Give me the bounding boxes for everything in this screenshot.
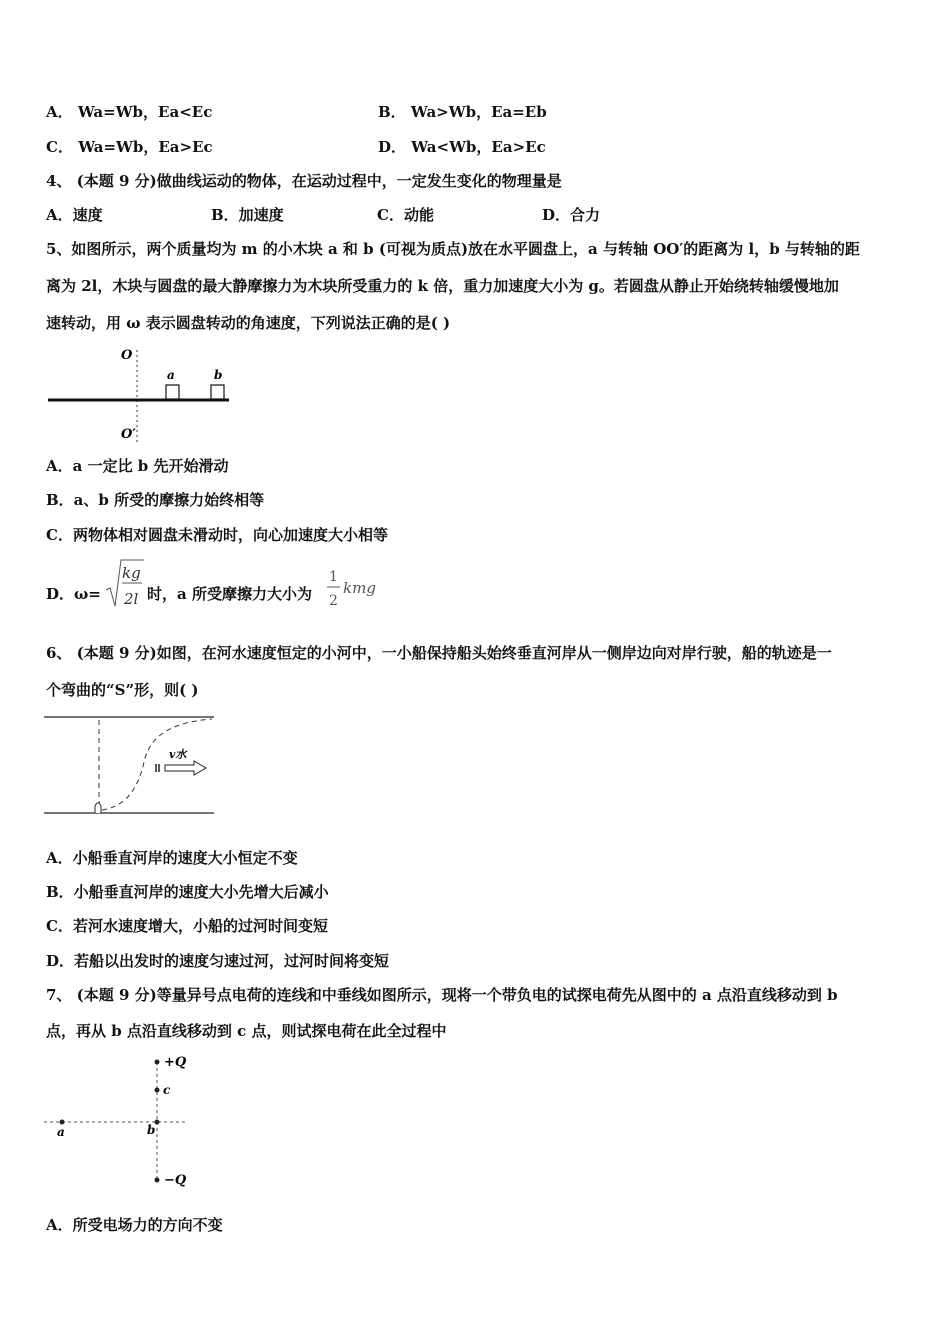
q5-option-d[interactable]: D．ω= bbox=[46, 585, 101, 603]
q5-label-O: O bbox=[121, 348, 133, 363]
q5-stem-line3: 速转动，用 ω 表示圆盘转动的角速度，下列说法正确的是( ) bbox=[46, 314, 451, 332]
q3-option-a-text: Wa=Wb，Ea<Ec bbox=[77, 103, 213, 121]
q7-option-a[interactable]: A．所受电场力的方向不变 bbox=[46, 1216, 223, 1234]
q5-block-b bbox=[211, 385, 224, 399]
q3-option-b-text: Wa>Wb，Ea=Eb bbox=[410, 103, 547, 121]
q5-label-a: a bbox=[167, 368, 175, 382]
q5-fraction-den: 2 bbox=[329, 593, 338, 609]
q5-stem-line1: 5、如图所示，两个质量均为 m 的小木块 a 和 b (可视为质点)放在水平圆盘上，a 与转轴 OO′的距离为 l，b 与转轴的距 bbox=[46, 240, 860, 258]
q5-option-d-sqrt bbox=[104, 558, 146, 610]
q6-boat-icon bbox=[95, 803, 101, 813]
q5-stem-line2: 离为 2l，木块与圆盘的最大静摩擦力为木块所受重力的 k 倍，重力加速度大小为 g。若圆盘从静止开始绕转轴缓慢地加 bbox=[46, 277, 839, 295]
q5-sqrt-numerator: kg bbox=[122, 564, 141, 582]
q6-stem-line1: 6、 (本题 9 分)如图，在河水速度恒定的小河中，一小船保持船头始终垂直河岸从一侧岸边向对岸行驶，船的轨迹是一 bbox=[46, 644, 832, 662]
q7-point-c bbox=[155, 1088, 160, 1093]
q7-label-a: a bbox=[57, 1125, 65, 1139]
q4-option-a[interactable]: A．速度 bbox=[46, 206, 103, 224]
q7-plus-charge bbox=[155, 1060, 160, 1065]
q5-option-c[interactable]: C．两物体相对圆盘未滑动时，向心加速度大小相等 bbox=[46, 526, 388, 544]
q3-option-c[interactable]: C． Wa=Wb，Ea>Ec bbox=[46, 138, 213, 156]
q5-disk-figure bbox=[46, 342, 236, 447]
q7-charge-figure bbox=[44, 1050, 204, 1192]
q7-stem-line2: 点，再从 b 点沿直线移动到 c 点，则试探电荷在此全过程中 bbox=[46, 1022, 447, 1040]
q6-stem-line2: 个弯曲的“S”形，则( ) bbox=[46, 681, 199, 699]
q6-option-d[interactable]: D．若船以出发时的速度匀速过河，过河时间将变短 bbox=[46, 952, 390, 970]
q6-river-figure bbox=[44, 712, 216, 818]
q3-option-a[interactable]: A． Wa=Wb，Ea<Ec bbox=[46, 103, 213, 121]
q7-label-b: b bbox=[147, 1123, 156, 1137]
q4-stem: 4、 (本题 9 分)做曲线运动的物体，在运动过程中，一定发生变化的物理量是 bbox=[46, 172, 562, 190]
q4-option-d[interactable]: D．合力 bbox=[542, 206, 601, 224]
q6-option-c[interactable]: C．若河水速度增大，小船的过河时间变短 bbox=[46, 917, 328, 935]
q5-option-b[interactable]: B．a、b 所受的摩擦力始终相等 bbox=[46, 491, 265, 509]
q6-label-v: v水 bbox=[169, 748, 187, 761]
q5-block-a bbox=[166, 385, 179, 399]
q4-option-b[interactable]: B．加速度 bbox=[211, 206, 284, 224]
q5-kmg: kmg bbox=[343, 579, 376, 597]
q5-option-d-mid: 时，a 所受摩擦力大小为 bbox=[147, 585, 312, 603]
q7-label-c: c bbox=[163, 1083, 171, 1097]
q7-label-plus-Q: +Q bbox=[164, 1055, 187, 1070]
q6-velocity-arrow-icon bbox=[165, 761, 206, 775]
q4-option-c[interactable]: C．动能 bbox=[377, 206, 434, 224]
q3-option-b[interactable]: B． Wa>Wb，Ea=Eb bbox=[378, 103, 547, 121]
q5-option-d-fraction bbox=[326, 565, 378, 613]
q5-label-O-prime: O′ bbox=[121, 427, 136, 442]
q7-stem-line1: 7、 (本题 9 分)等量异号点电荷的连线和中垂线如图所示，现将一个带负电的试探电荷先从图中的 a 点沿直线移动到 b bbox=[46, 986, 838, 1004]
q3-option-d-text: Wa<Wb，Ea>Ec bbox=[411, 138, 546, 156]
q7-minus-charge bbox=[155, 1178, 160, 1183]
q5-label-b: b bbox=[214, 368, 223, 382]
q6-option-a[interactable]: A．小船垂直河岸的速度大小恒定不变 bbox=[46, 849, 298, 867]
q7-label-minus-Q: −Q bbox=[164, 1173, 187, 1188]
q6-option-b[interactable]: B．小船垂直河岸的速度大小先增大后减小 bbox=[46, 883, 329, 901]
q5-sqrt-denominator: 2l bbox=[124, 590, 139, 608]
q5-fraction-num: 1 bbox=[329, 569, 338, 585]
q3-option-d[interactable]: D． Wa<Wb，Ea>Ec bbox=[378, 138, 546, 156]
q3-option-c-text: Wa=Wb，Ea>Ec bbox=[78, 138, 213, 156]
q5-option-a[interactable]: A．a 一定比 b 先开始滑动 bbox=[46, 457, 229, 475]
q7-point-a bbox=[60, 1120, 65, 1125]
